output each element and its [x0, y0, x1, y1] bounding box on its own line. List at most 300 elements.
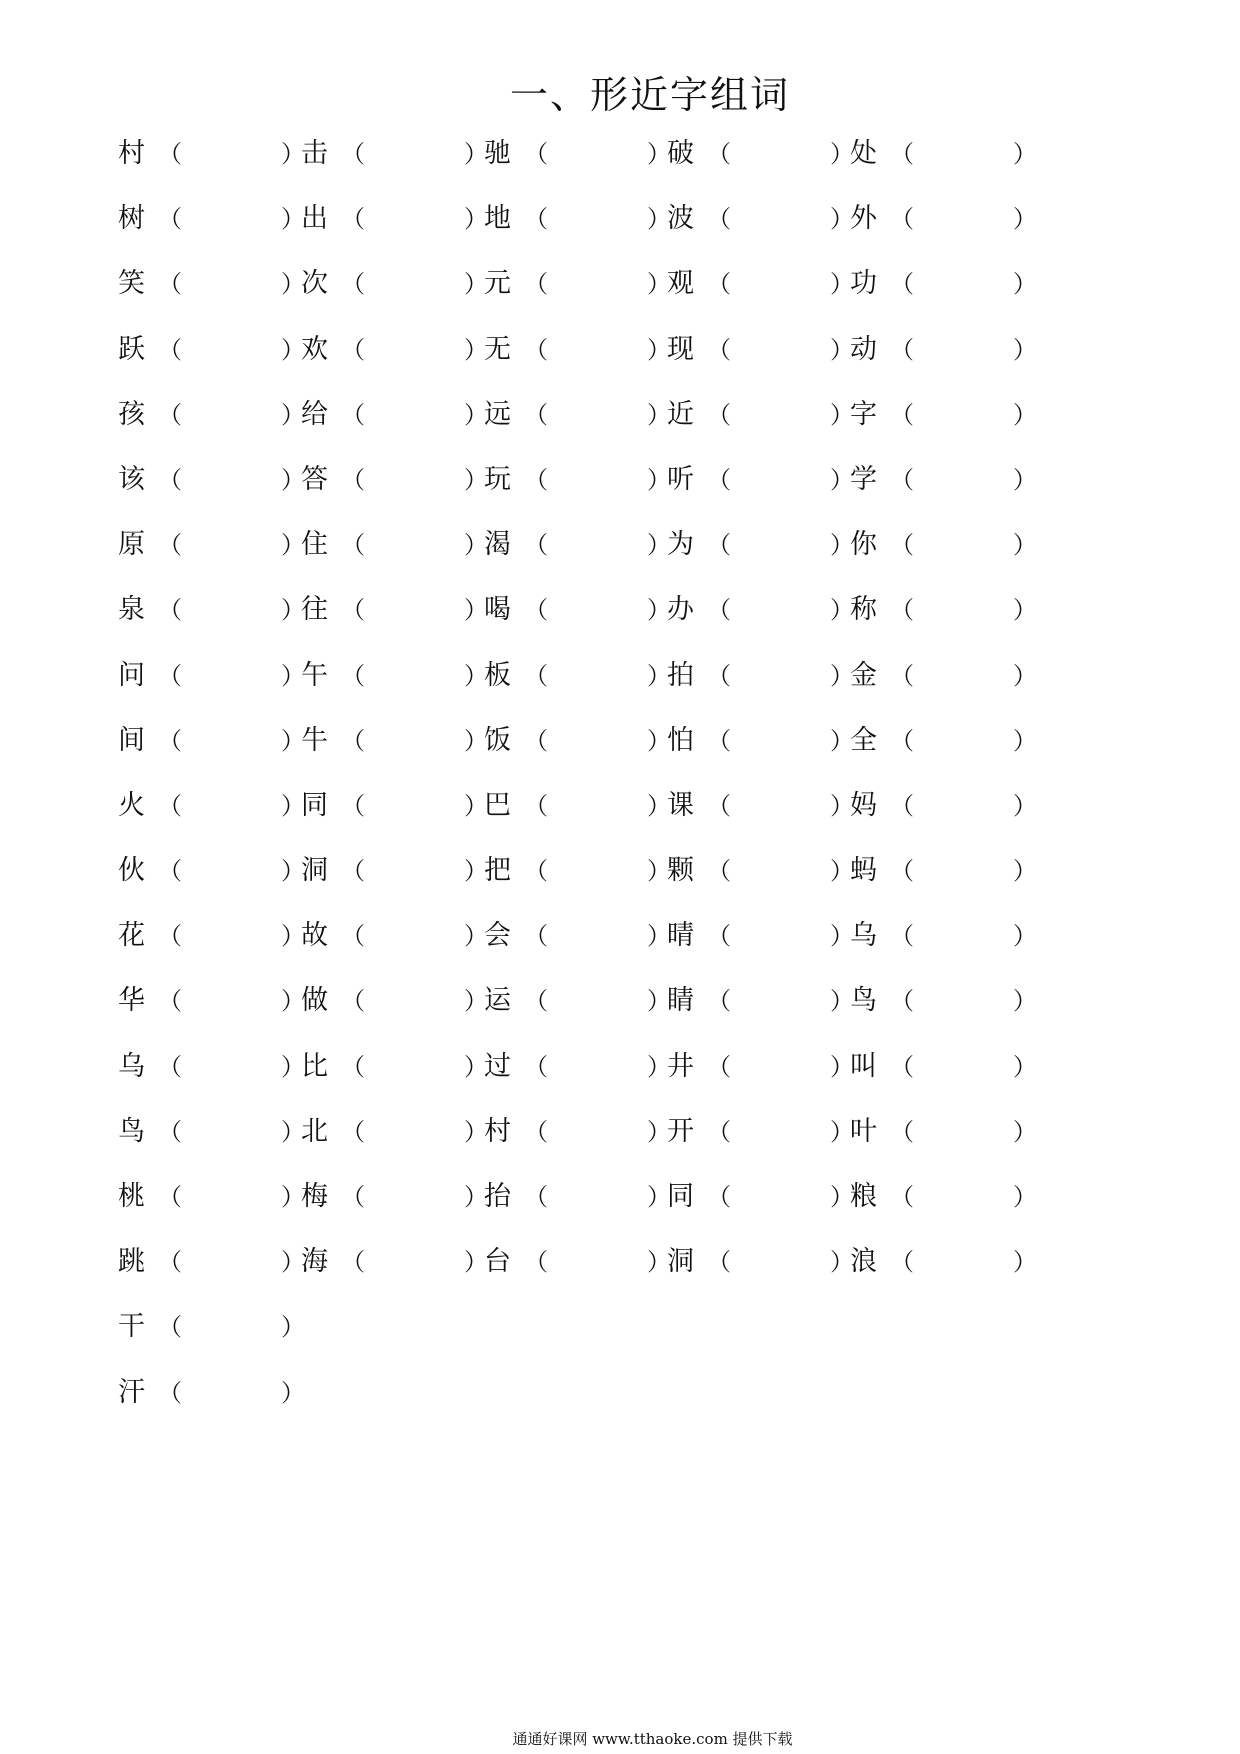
answer-blank-open-paren: （	[524, 400, 548, 429]
word-item	[667, 721, 867, 761]
word-item	[484, 1177, 684, 1217]
answer-blank-open-paren: （	[890, 857, 914, 886]
character-label: 为	[667, 529, 694, 561]
answer-blank-open-paren: （	[707, 465, 731, 494]
word-item	[667, 264, 867, 304]
word-item	[484, 330, 684, 370]
word-item	[850, 1177, 1050, 1217]
answer-blank-open-paren: （	[341, 205, 365, 234]
character-label: 洞	[301, 855, 328, 887]
word-item	[484, 851, 684, 891]
character-label: 地	[484, 203, 511, 235]
character-label: 颗	[667, 855, 694, 887]
character-label: 该	[118, 463, 145, 495]
word-grid	[118, 134, 1138, 1438]
answer-blank-open-paren: （	[707, 531, 731, 560]
answer-blank-open-paren: （	[158, 857, 182, 886]
answer-blank-close-paren: ）	[647, 1183, 671, 1211]
answer-blank-open-paren: （	[707, 1052, 731, 1081]
word-item	[850, 395, 1050, 435]
word-item	[301, 1242, 501, 1282]
character-label: 板	[484, 659, 511, 691]
answer-blank-open-paren: （	[707, 857, 731, 886]
character-label: 故	[301, 920, 328, 952]
answer-blank-close-paren: ）	[1013, 335, 1037, 364]
word-item	[850, 590, 1050, 630]
word-item	[484, 1047, 684, 1087]
answer-blank-close-paren: ）	[1013, 270, 1037, 299]
answer-blank-open-paren: （	[341, 1117, 365, 1146]
answer-blank-close-paren: ）	[1013, 596, 1037, 625]
character-label: 出	[301, 203, 328, 235]
answer-blank-close-paren: ）	[464, 922, 488, 951]
answer-blank-open-paren: （	[890, 465, 914, 494]
answer-blank-close-paren: ）	[281, 1052, 305, 1081]
word-item	[850, 981, 1050, 1021]
word-row	[118, 330, 1138, 395]
word-item	[118, 590, 318, 630]
character-label: 井	[667, 1050, 694, 1082]
answer-blank-close-paren: ）	[830, 465, 854, 494]
answer-blank-close-paren: ）	[281, 270, 305, 299]
answer-blank-open-paren: （	[524, 465, 548, 494]
word-item	[118, 721, 318, 761]
word-row	[118, 721, 1138, 786]
answer-blank-open-paren: （	[524, 1183, 548, 1211]
answer-blank-open-paren: （	[890, 205, 914, 234]
answer-blank-close-paren: ）	[281, 1117, 305, 1146]
answer-blank-close-paren: ）	[1013, 400, 1037, 429]
character-label: 笑	[118, 268, 145, 300]
character-label: 喝	[484, 594, 511, 626]
answer-blank-open-paren: （	[341, 661, 365, 690]
character-label: 听	[667, 463, 694, 495]
answer-blank-close-paren: ）	[647, 922, 671, 951]
character-label: 外	[850, 203, 877, 235]
character-label: 台	[484, 1246, 511, 1278]
word-row	[118, 525, 1138, 590]
word-row	[118, 134, 1138, 199]
answer-blank-close-paren: ）	[830, 335, 854, 364]
character-label: 无	[484, 333, 511, 365]
word-item	[667, 395, 867, 435]
answer-blank-close-paren: ）	[830, 270, 854, 299]
character-label: 学	[850, 463, 877, 495]
answer-blank-open-paren: （	[341, 1248, 365, 1277]
answer-blank-open-paren: （	[341, 400, 365, 429]
word-item	[850, 525, 1050, 565]
answer-blank-open-paren: （	[890, 596, 914, 625]
answer-blank-open-paren: （	[341, 987, 365, 1016]
answer-blank-open-paren: （	[341, 596, 365, 625]
answer-blank-close-paren: ）	[1013, 1052, 1037, 1081]
answer-blank-open-paren: （	[707, 791, 731, 820]
answer-blank-open-paren: （	[707, 140, 731, 168]
character-label: 给	[301, 398, 328, 430]
answer-blank-close-paren: ）	[1013, 531, 1037, 560]
answer-blank-close-paren: ）	[281, 726, 305, 755]
answer-blank-open-paren: （	[158, 465, 182, 494]
answer-blank-open-paren: （	[158, 1378, 182, 1407]
answer-blank-close-paren: ）	[464, 596, 488, 625]
character-label: 观	[667, 268, 694, 300]
answer-blank-open-paren: （	[158, 335, 182, 364]
answer-blank-close-paren: ）	[1013, 1117, 1037, 1146]
word-item	[667, 981, 867, 1021]
answer-blank-close-paren: ）	[647, 1248, 671, 1277]
character-label: 元	[484, 268, 511, 300]
answer-blank-close-paren: ）	[830, 140, 854, 168]
word-item	[484, 1112, 684, 1152]
answer-blank-open-paren: （	[341, 531, 365, 560]
character-label: 晴	[667, 920, 694, 952]
answer-blank-open-paren: （	[158, 270, 182, 299]
character-label: 午	[301, 659, 328, 691]
word-item	[301, 981, 501, 1021]
answer-blank-close-paren: ）	[281, 465, 305, 494]
character-label: 海	[301, 1246, 328, 1278]
word-item	[484, 786, 684, 826]
answer-blank-close-paren: ）	[464, 270, 488, 299]
answer-blank-open-paren: （	[158, 205, 182, 234]
character-label: 你	[850, 529, 877, 561]
answer-blank-open-paren: （	[158, 661, 182, 690]
answer-blank-open-paren: （	[524, 140, 548, 168]
answer-blank-close-paren: ）	[647, 791, 671, 820]
character-label: 鸟	[118, 1115, 145, 1147]
character-label: 叶	[850, 1115, 877, 1147]
character-label: 泉	[118, 594, 145, 626]
word-item	[667, 916, 867, 956]
footer-credit: 通通好课网 www.tthaoke.com 提供下载	[512, 1730, 793, 1748]
answer-blank-open-paren: （	[707, 1248, 731, 1277]
answer-blank-open-paren: （	[524, 205, 548, 234]
character-label: 把	[484, 855, 511, 887]
answer-blank-open-paren: （	[158, 987, 182, 1016]
answer-blank-open-paren: （	[707, 596, 731, 625]
character-label: 花	[118, 920, 145, 952]
word-item	[301, 851, 501, 891]
word-item	[301, 134, 501, 174]
word-item	[118, 656, 318, 696]
answer-blank-close-paren: ）	[647, 400, 671, 429]
answer-blank-open-paren: （	[524, 1248, 548, 1277]
answer-blank-close-paren: ）	[464, 400, 488, 429]
answer-blank-open-paren: （	[707, 1183, 731, 1211]
answer-blank-open-paren: （	[890, 922, 914, 951]
word-item	[667, 1242, 867, 1282]
answer-blank-open-paren: （	[158, 531, 182, 560]
answer-blank-open-paren: （	[524, 987, 548, 1016]
word-item	[301, 330, 501, 370]
character-label: 洞	[667, 1246, 694, 1278]
word-item	[667, 851, 867, 891]
word-item	[484, 199, 684, 239]
answer-blank-open-paren: （	[158, 140, 182, 168]
character-label: 开	[667, 1115, 694, 1147]
word-item	[484, 916, 684, 956]
character-label: 办	[667, 594, 694, 626]
answer-blank-open-paren: （	[524, 335, 548, 364]
answer-blank-open-paren: （	[341, 140, 365, 168]
answer-blank-close-paren: ）	[464, 857, 488, 886]
answer-blank-close-paren: ）	[647, 270, 671, 299]
answer-blank-close-paren: ）	[464, 661, 488, 690]
answer-blank-open-paren: （	[707, 1117, 731, 1146]
word-item	[667, 786, 867, 826]
word-item	[484, 264, 684, 304]
answer-blank-close-paren: ）	[830, 661, 854, 690]
word-item	[667, 460, 867, 500]
answer-blank-open-paren: （	[524, 791, 548, 820]
character-label: 梅	[301, 1181, 328, 1212]
character-label: 怕	[667, 724, 694, 756]
word-item	[118, 264, 318, 304]
answer-blank-open-paren: （	[890, 140, 914, 168]
answer-blank-close-paren: ）	[281, 140, 305, 168]
character-label: 巴	[484, 789, 511, 821]
word-item	[301, 590, 501, 630]
character-label: 跳	[118, 1246, 145, 1278]
word-item	[301, 721, 501, 761]
answer-blank-open-paren: （	[341, 791, 365, 820]
word-item	[301, 1112, 501, 1152]
answer-blank-close-paren: ）	[464, 1117, 488, 1146]
answer-blank-close-paren: ）	[281, 1313, 305, 1342]
word-item	[118, 786, 318, 826]
answer-blank-close-paren: ）	[464, 1248, 488, 1277]
answer-blank-close-paren: ）	[464, 205, 488, 234]
character-label: 运	[484, 985, 511, 1017]
word-item	[484, 525, 684, 565]
answer-blank-open-paren: （	[341, 270, 365, 299]
character-label: 同	[667, 1181, 694, 1212]
word-item	[667, 1112, 867, 1152]
character-label: 叫	[850, 1050, 877, 1082]
character-label: 牛	[301, 724, 328, 756]
character-label: 动	[850, 333, 877, 365]
word-row	[118, 1047, 1138, 1112]
character-label: 击	[301, 138, 328, 169]
word-item	[301, 395, 501, 435]
answer-blank-open-paren: （	[707, 726, 731, 755]
character-label: 称	[850, 594, 877, 626]
answer-blank-close-paren: ）	[647, 987, 671, 1016]
answer-blank-open-paren: （	[158, 726, 182, 755]
answer-blank-open-paren: （	[890, 791, 914, 820]
answer-blank-close-paren: ）	[647, 1052, 671, 1081]
answer-blank-close-paren: ）	[464, 1183, 488, 1211]
answer-blank-close-paren: ）	[647, 661, 671, 690]
character-label: 妈	[850, 789, 877, 821]
answer-blank-close-paren: ）	[830, 922, 854, 951]
character-label: 抬	[484, 1181, 511, 1212]
answer-blank-open-paren: （	[341, 857, 365, 886]
word-item	[484, 656, 684, 696]
character-label: 欢	[301, 333, 328, 365]
character-label: 过	[484, 1050, 511, 1082]
character-label: 村	[118, 138, 145, 169]
answer-blank-close-paren: ）	[647, 335, 671, 364]
answer-blank-open-paren: （	[890, 1248, 914, 1277]
answer-blank-close-paren: ）	[281, 857, 305, 886]
word-item	[667, 134, 867, 174]
answer-blank-close-paren: ）	[1013, 205, 1037, 234]
character-label: 浪	[850, 1246, 877, 1278]
answer-blank-open-paren: （	[341, 335, 365, 364]
character-label: 玩	[484, 463, 511, 495]
answer-blank-open-paren: （	[158, 1117, 182, 1146]
character-label: 做	[301, 985, 328, 1017]
answer-blank-close-paren: ）	[464, 726, 488, 755]
word-item	[118, 1112, 318, 1152]
answer-blank-close-paren: ）	[830, 1183, 854, 1211]
word-item	[118, 460, 318, 500]
answer-blank-close-paren: ）	[281, 661, 305, 690]
character-label: 往	[301, 594, 328, 626]
word-row	[118, 395, 1138, 460]
word-item	[118, 981, 318, 1021]
character-label: 全	[850, 724, 877, 756]
word-item	[301, 525, 501, 565]
word-item	[301, 460, 501, 500]
word-row	[118, 656, 1138, 721]
character-label: 字	[850, 398, 877, 430]
answer-blank-close-paren: ）	[830, 987, 854, 1016]
answer-blank-close-paren: ）	[281, 205, 305, 234]
answer-blank-close-paren: ）	[281, 335, 305, 364]
character-label: 蚂	[850, 855, 877, 887]
word-item	[118, 1242, 318, 1282]
word-item	[118, 199, 318, 239]
word-item	[301, 1177, 501, 1217]
word-item	[301, 656, 501, 696]
word-item	[484, 590, 684, 630]
word-item	[484, 395, 684, 435]
answer-blank-close-paren: ）	[1013, 791, 1037, 820]
word-item	[301, 264, 501, 304]
word-item	[667, 1177, 867, 1217]
answer-blank-open-paren: （	[707, 335, 731, 364]
word-row	[118, 851, 1138, 916]
answer-blank-open-paren: （	[524, 270, 548, 299]
answer-blank-close-paren: ）	[281, 1248, 305, 1277]
word-row	[118, 1307, 1138, 1372]
answer-blank-close-paren: ）	[1013, 726, 1037, 755]
word-item	[118, 851, 318, 891]
answer-blank-open-paren: （	[341, 726, 365, 755]
answer-blank-close-paren: ）	[830, 1248, 854, 1277]
answer-blank-close-paren: ）	[1013, 140, 1037, 168]
answer-blank-close-paren: ）	[647, 465, 671, 494]
answer-blank-open-paren: （	[158, 1313, 182, 1342]
answer-blank-close-paren: ）	[1013, 922, 1037, 951]
character-label: 乌	[118, 1050, 145, 1082]
character-label: 粮	[850, 1181, 877, 1212]
character-label: 渴	[484, 529, 511, 561]
answer-blank-open-paren: （	[890, 661, 914, 690]
answer-blank-open-paren: （	[524, 661, 548, 690]
answer-blank-close-paren: ）	[830, 400, 854, 429]
word-item	[850, 460, 1050, 500]
word-item	[667, 525, 867, 565]
answer-blank-open-paren: （	[341, 1183, 365, 1211]
character-label: 汗	[118, 1376, 145, 1408]
character-label: 原	[118, 529, 145, 561]
answer-blank-open-paren: （	[524, 726, 548, 755]
answer-blank-open-paren: （	[707, 661, 731, 690]
character-label: 拍	[667, 659, 694, 691]
answer-blank-open-paren: （	[341, 465, 365, 494]
answer-blank-close-paren: ）	[1013, 987, 1037, 1016]
answer-blank-open-paren: （	[158, 1248, 182, 1277]
word-item	[850, 330, 1050, 370]
answer-blank-open-paren: （	[890, 1052, 914, 1081]
character-label: 间	[118, 724, 145, 756]
word-row	[118, 981, 1138, 1046]
word-item	[118, 1047, 318, 1087]
character-label: 孩	[118, 398, 145, 430]
answer-blank-close-paren: ）	[1013, 1183, 1037, 1211]
answer-blank-close-paren: ）	[281, 987, 305, 1016]
character-label: 功	[850, 268, 877, 300]
word-row	[118, 264, 1138, 329]
word-item	[850, 851, 1050, 891]
answer-blank-open-paren: （	[524, 857, 548, 886]
answer-blank-close-paren: ）	[464, 465, 488, 494]
character-label: 乌	[850, 920, 877, 952]
character-label: 现	[667, 333, 694, 365]
answer-blank-close-paren: ）	[647, 140, 671, 168]
word-item	[667, 199, 867, 239]
answer-blank-open-paren: （	[707, 270, 731, 299]
word-item	[667, 656, 867, 696]
word-item	[850, 1112, 1050, 1152]
word-row	[118, 1177, 1138, 1242]
word-item	[301, 1047, 501, 1087]
answer-blank-open-paren: （	[890, 335, 914, 364]
word-item	[118, 134, 318, 174]
word-item	[850, 721, 1050, 761]
word-item	[667, 1047, 867, 1087]
answer-blank-open-paren: （	[707, 205, 731, 234]
character-label: 波	[667, 203, 694, 235]
word-row	[118, 590, 1138, 655]
answer-blank-open-paren: （	[890, 1183, 914, 1211]
character-label: 睛	[667, 985, 694, 1017]
answer-blank-close-paren: ）	[464, 140, 488, 168]
answer-blank-close-paren: ）	[281, 922, 305, 951]
character-label: 课	[667, 789, 694, 821]
word-item	[118, 525, 318, 565]
word-item	[667, 590, 867, 630]
answer-blank-close-paren: ）	[647, 726, 671, 755]
answer-blank-open-paren: （	[890, 987, 914, 1016]
word-item	[301, 786, 501, 826]
character-label: 比	[301, 1050, 328, 1082]
word-item	[484, 981, 684, 1021]
word-item	[850, 916, 1050, 956]
answer-blank-close-paren: ）	[647, 596, 671, 625]
answer-blank-close-paren: ）	[830, 791, 854, 820]
answer-blank-close-paren: ）	[464, 531, 488, 560]
answer-blank-close-paren: ）	[281, 531, 305, 560]
answer-blank-open-paren: （	[158, 596, 182, 625]
answer-blank-close-paren: ）	[281, 1378, 305, 1407]
word-row	[118, 786, 1138, 851]
character-label: 答	[301, 463, 328, 495]
character-label: 驰	[484, 138, 511, 169]
